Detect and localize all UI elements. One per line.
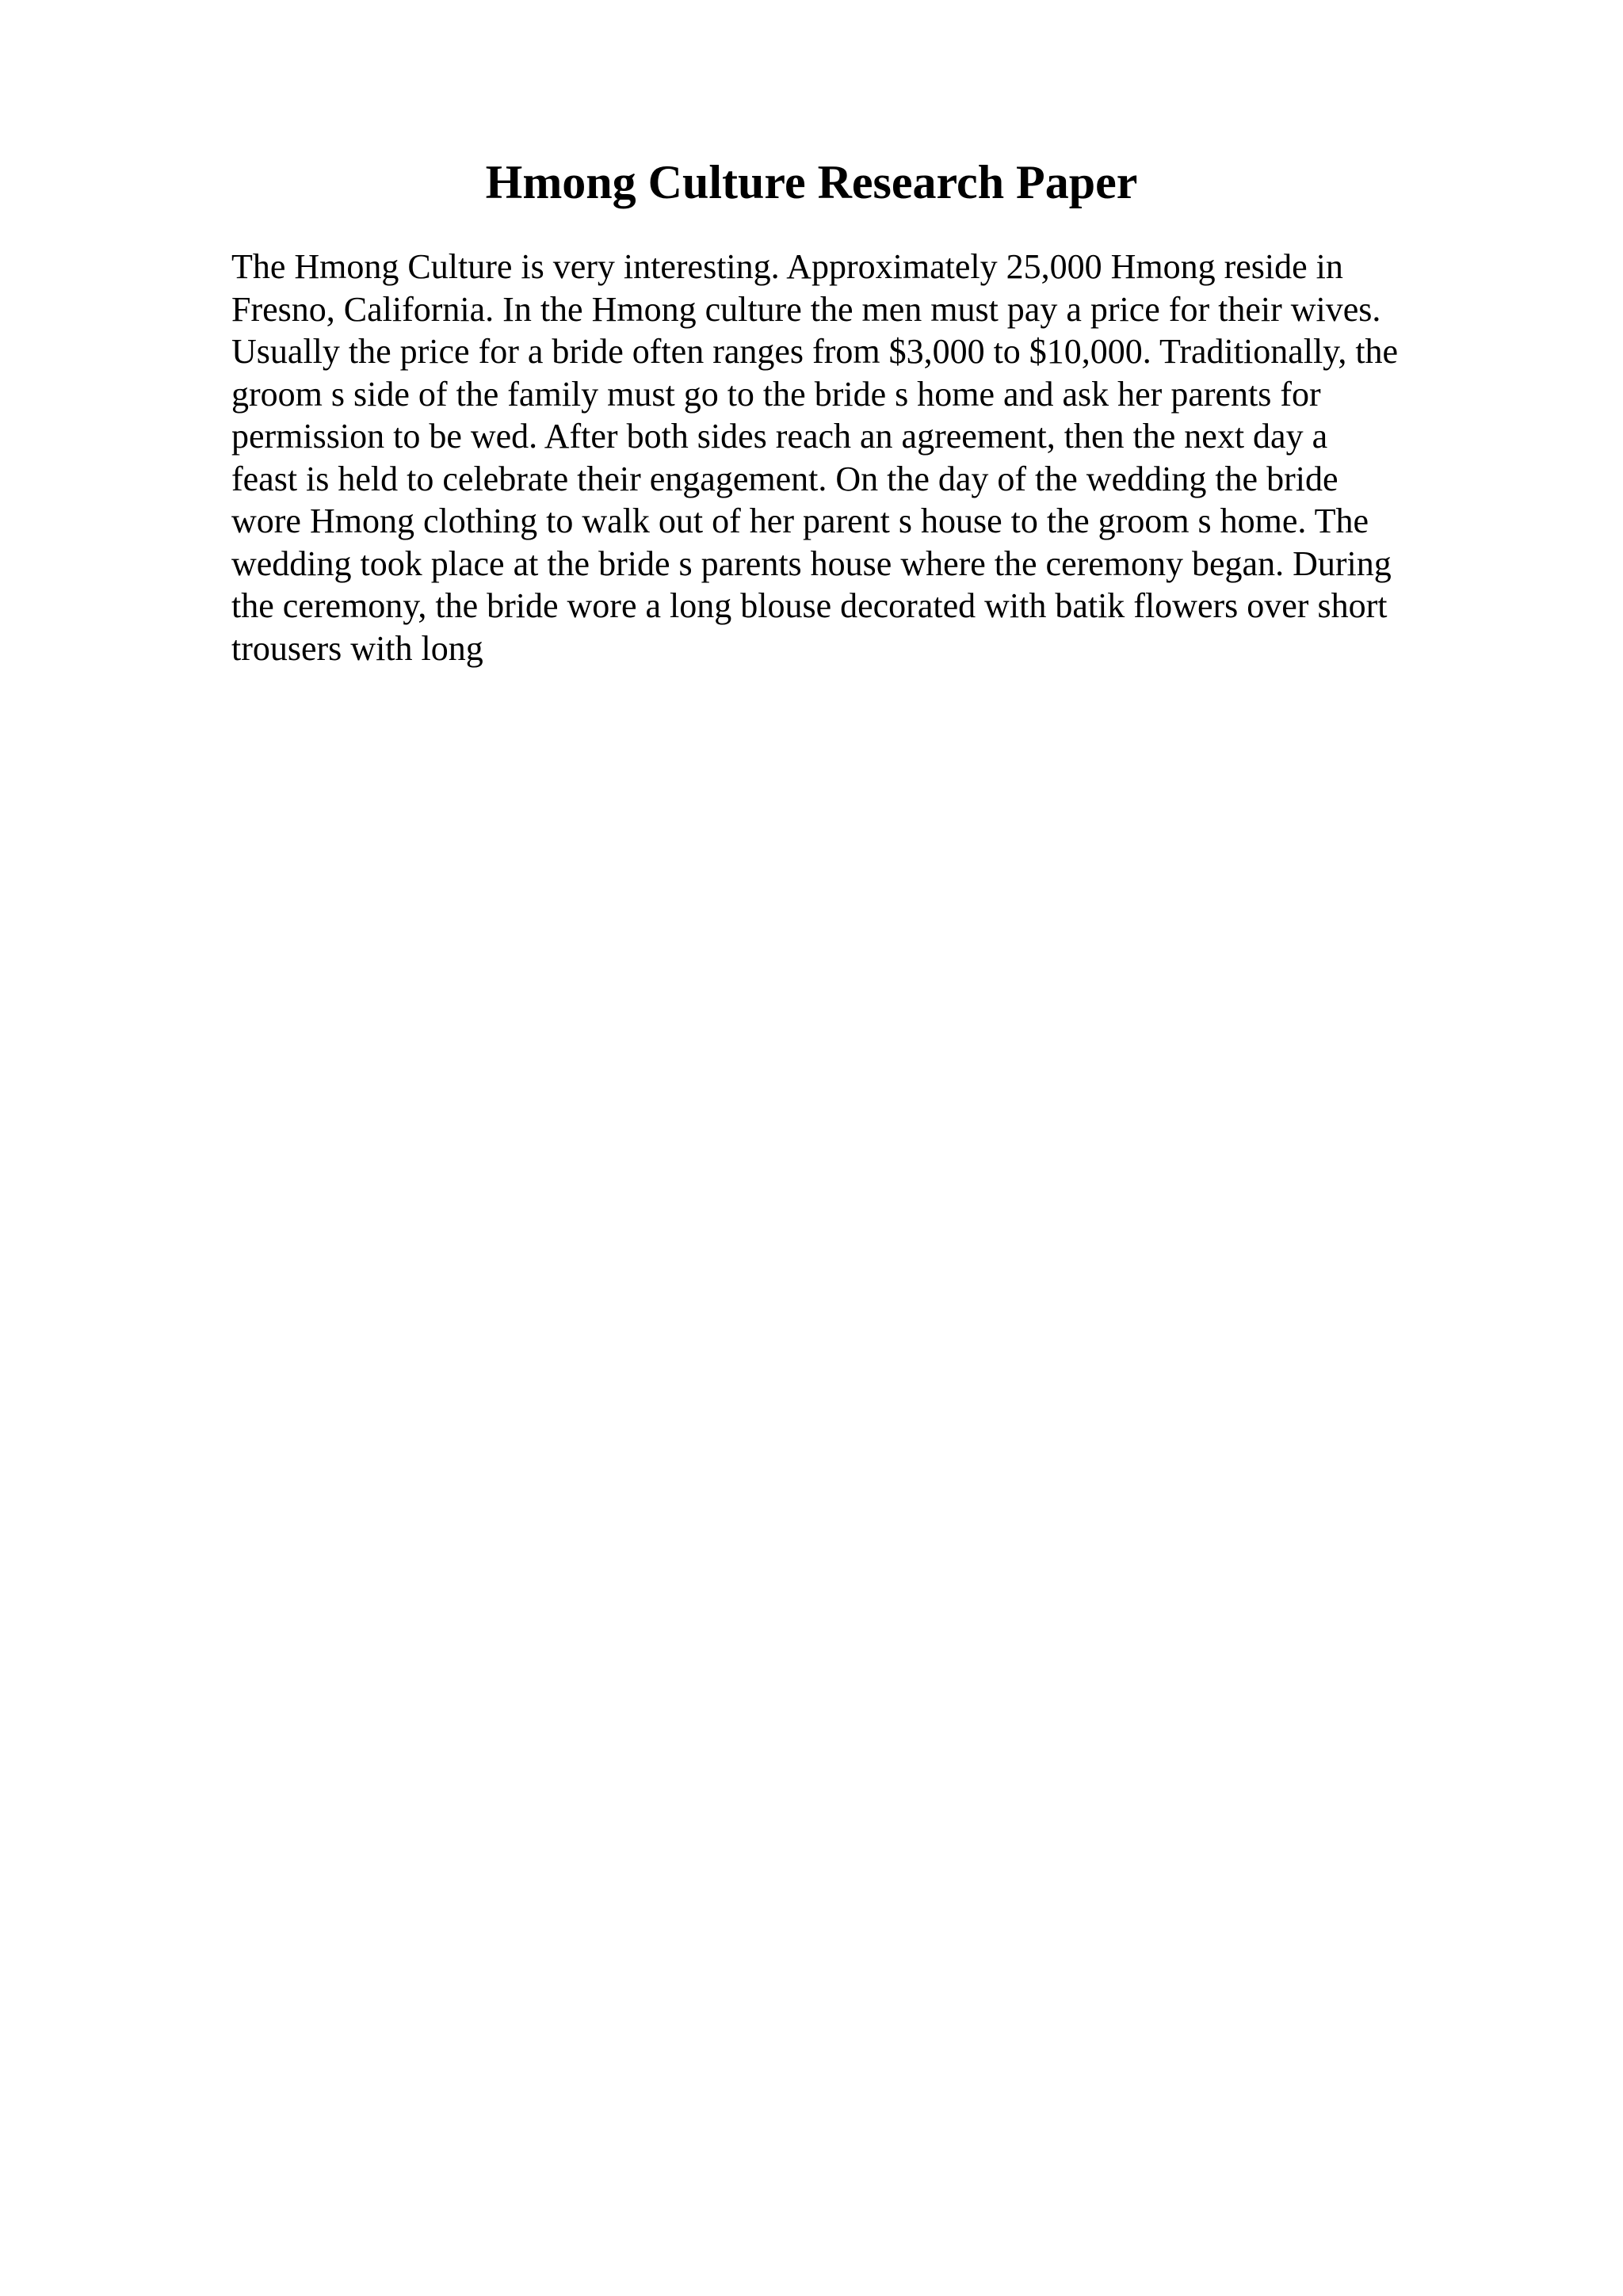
paragraph-line: Usually the price for a bride often ranges from $3,000 to $10,000. Traditionally, the bbox=[231, 332, 1399, 371]
paragraph-line: wore Hmong clothing to walk out of her parent s house to the groom s home. The bbox=[231, 502, 1369, 540]
body-paragraph bbox=[231, 246, 1499, 669]
paragraph-line: feast is held to celebrate their engagement. On the day of the wedding the bride bbox=[231, 459, 1338, 498]
page-title: Hmong Culture Research Paper bbox=[485, 156, 1138, 208]
paragraph-line: The Hmong Culture is very interesting. Approximately 25,000 Hmong reside in bbox=[231, 247, 1343, 286]
paragraph-line: Fresno, California. In the Hmong culture the men must pay a price for their wives. bbox=[231, 289, 1381, 329]
paragraph-line: permission to be wed. After both sides reach an agreement, then the next day a bbox=[231, 417, 1328, 456]
paragraph-line: trousers with long bbox=[231, 628, 483, 668]
paragraph-line: the ceremony, the bride wore a long blouse decorated with batik flowers over short bbox=[231, 586, 1388, 625]
paragraph-line: wedding took place at the bride s parents house where the ceremony began. During bbox=[231, 543, 1392, 583]
paragraph-line: groom s side of the family must go to the bride s home and ask her parents for bbox=[231, 374, 1321, 414]
